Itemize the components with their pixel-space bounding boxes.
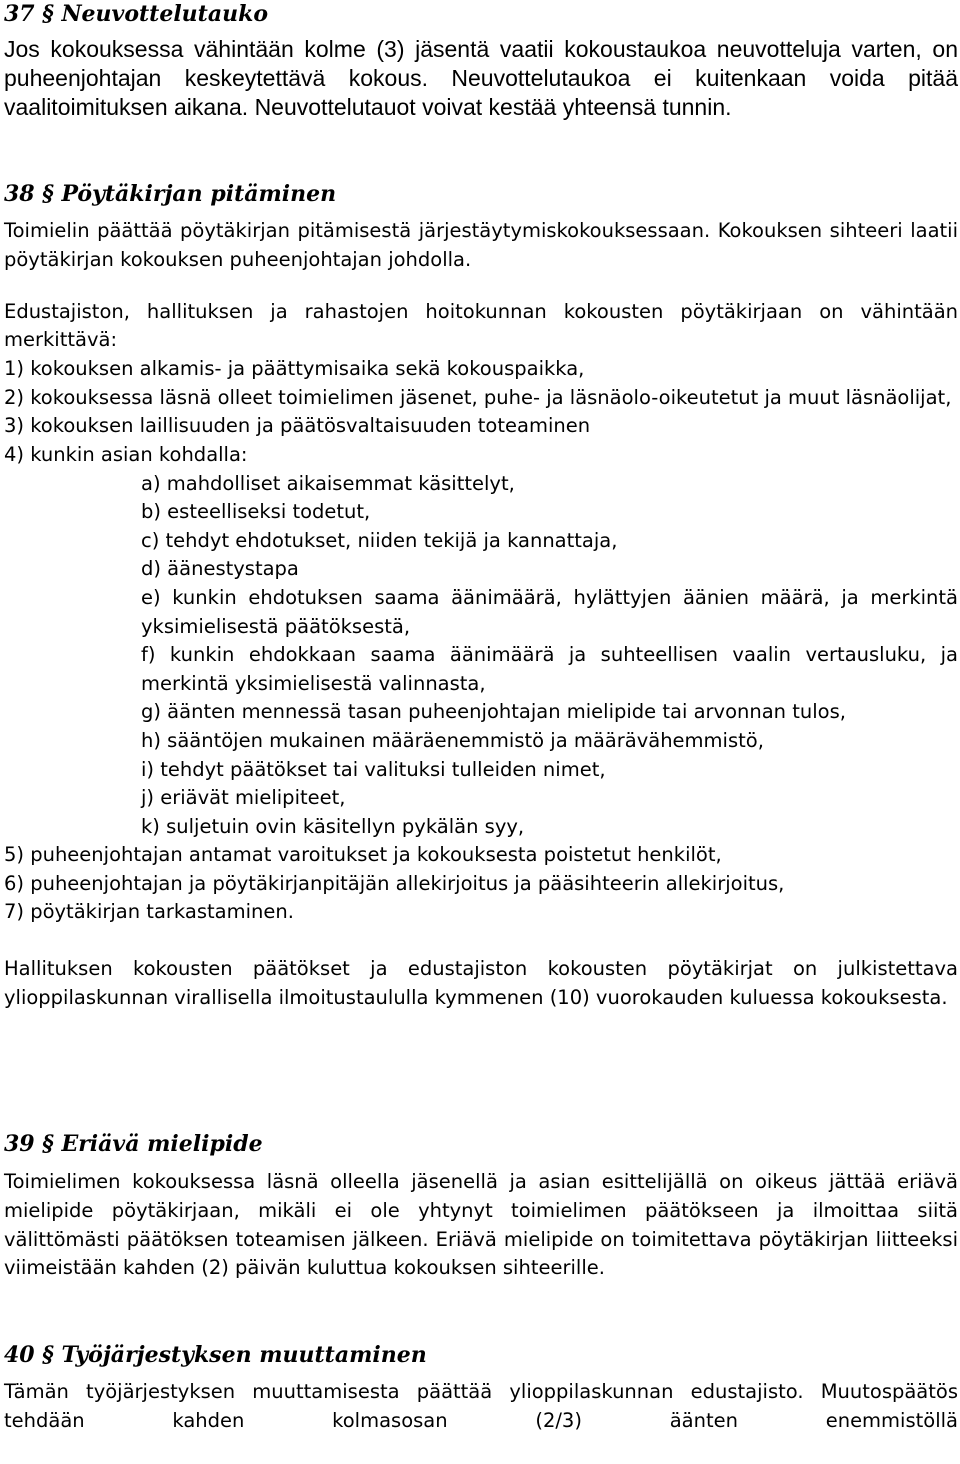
section-37 <box>4 0 958 122</box>
section-paragraph: Toimielimen kokouksessa läsnä olleella jäsenellä ja asian esittelijällä on oikeus jättää eriävä mielipide pöytäkirjaan, mikäli ei ole yhtynyt toimielimen päätökseen ja ilmoittaa siitä välittömästi päätöksen toteamisen jälkeen. Eriävä mielipide on toimitettava pöytäkirjan liitteeksi viimeistään kahden (2) päivän kuluttua kokouksen sihteerille. <box>4 1170 958 1280</box>
list-item: 7) pöytäkirjan tarkastaminen. <box>4 900 294 924</box>
list-item: 2) kokouksessa läsnä olleet toimielimen jäsenet, puhe- ja läsnäolo-oikeutetut ja muut läsnäolijat, <box>4 385 952 409</box>
list-item: a) mahdolliset aikaisemmat käsittelyt, <box>141 471 515 495</box>
section-39 <box>4 1130 958 1283</box>
list-item: h) sääntöjen mukainen määräenemmistö ja määrävähemmistö, <box>141 728 764 752</box>
section-heading: 39 § Eriävä mielipide <box>4 1131 263 1157</box>
list-item: 3) kokouksen laillisuuden ja päätösvaltaisuuden toteaminen <box>4 414 591 438</box>
list-item: j) eriävät mielipiteet, <box>141 786 346 810</box>
section-closing-paragraph: Hallituksen kokousten päätökset ja edustajiston kokousten pöytäkirjat on julkistettava ylioppilaskunnan virallisella ilmoitustaululla kymmenen (10) vuorokauden kuluessa kokouksesta. <box>4 957 958 1009</box>
list-item: k) suljetuin ovin käsitellyn pykälän syy, <box>141 814 525 838</box>
list-item: f) kunkin ehdokkaan saama äänimäärä ja suhteellisen vaalin vertausluku, ja merkintä yksimielisestä valinnasta, <box>141 643 958 695</box>
section-intro: Edustajiston, hallituksen ja rahastojen hoitokunnan kokousten pöytäkirjaan on vähintään merkittävä: <box>4 299 958 352</box>
section-heading: 40 § Työjärjestyksen muuttaminen <box>4 1342 427 1368</box>
section-38 <box>4 180 958 1013</box>
section-paragraph: Tämän työjärjestyksen muuttamisesta päättää ylioppilaskunnan edustajisto. Muutospäätös tehdään kahden kolmasosan (2/3) äänten enemmistöllä <box>4 1380 958 1432</box>
list-item: b) esteelliseksi todetut, <box>141 500 371 524</box>
section-paragraph: Toimielin päättää pöytäkirjan pitämisestä järjestäytymiskokouksessaan. Kokouksen sihteeri laatii pöytäkirjan kokouksen puheenjohtajan johdolla. <box>4 219 958 271</box>
record-items-list <box>4 355 958 469</box>
list-item: 6) puheenjohtajan ja pöytäkirjanpitäjän allekirjoitus ja pääsihteerin allekirjoitus, <box>4 871 785 895</box>
list-item: 1) kokouksen alkamis- ja päättymisaika sekä kokouspaikka, <box>4 357 585 381</box>
section-heading: 37 § Neuvottelutauko <box>4 1 268 27</box>
section-heading: 38 § Pöytäkirjan pitäminen <box>4 181 337 207</box>
section-40 <box>4 1341 958 1464</box>
list-item: c) tehdyt ehdotukset, niiden tekijä ja kannattaja, <box>141 528 618 552</box>
section-paragraph: Jos kokouksessa vähintään kolme (3) jäsentä vaatii kokoustaukoa neuvotteluja varten, on puheenjohtajan keskeytettävä kokous. Neuvottelutaukoa ei kuitenkaan voida pitää vaalitoimituksen aikana. Neuvottelutauot voivat kestää yhteensä tunnin. <box>4 36 958 120</box>
list-item: e) kunkin ehdotuksen saama äänimäärä, hylättyjen äänien määrä, ja merkintä yksimielisestä päätöksestä, <box>141 585 958 638</box>
list-item: 4) kunkin asian kohdalla: <box>4 442 248 466</box>
list-item: g) äänten mennessä tasan puheenjohtajan mielipide tai arvonnan tulos, <box>141 700 846 724</box>
list-item: 5) puheenjohtajan antamat varoitukset ja kokouksesta poistetut henkilöt, <box>4 843 722 867</box>
per-item-sublist <box>4 470 958 842</box>
record-items-list-continued <box>4 841 958 927</box>
list-item: i) tehdyt päätökset tai valituksi tulleiden nimet, <box>141 757 606 781</box>
list-item: d) äänestystapa <box>141 557 299 581</box>
